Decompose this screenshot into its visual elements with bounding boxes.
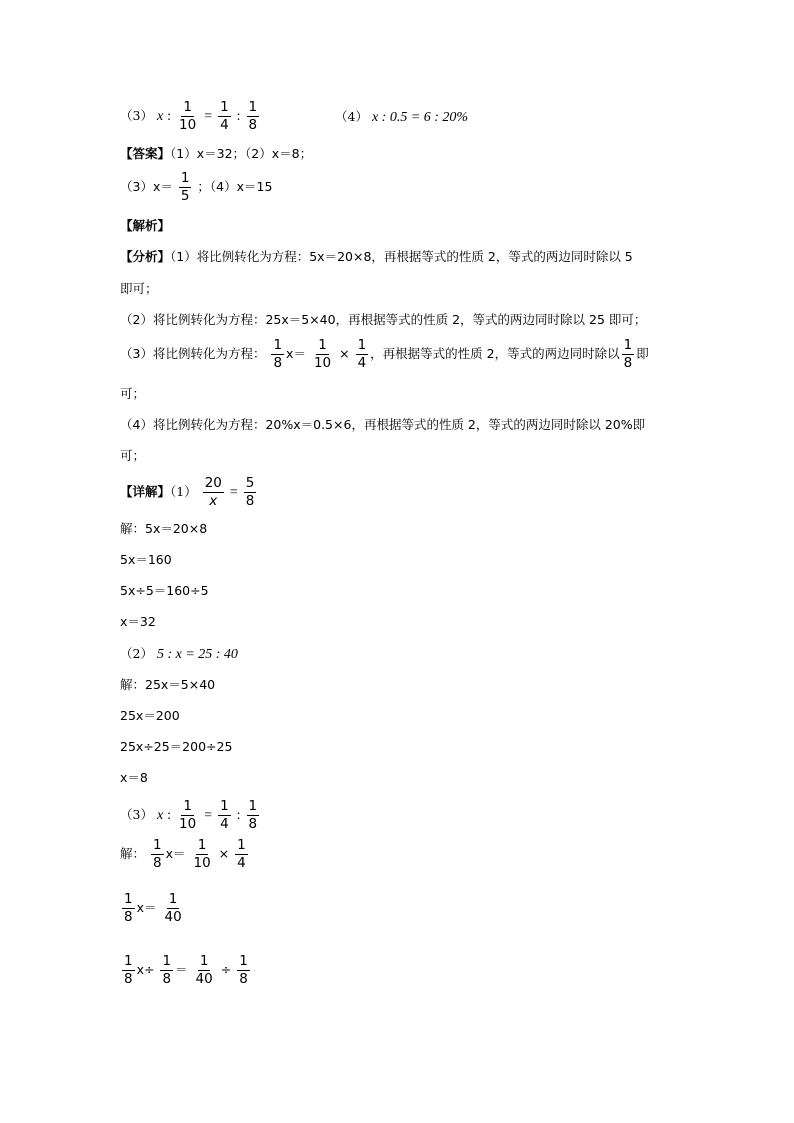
detail-3-s3-frac-4: $\frac{1}{8}$ — [239, 953, 248, 987]
detail-1-label: （1） — [170, 484, 197, 499]
answer-line-2 — [120, 171, 272, 204]
detail-1-step-1: 解：5x＝20×8 — [120, 521, 208, 536]
detail-3-frac-1: $\frac{1}{10}$ — [179, 798, 197, 832]
detail-1-step-2: 5x＝160 — [120, 552, 172, 567]
detail-tag: 【详解】 — [120, 484, 171, 499]
q4-label: （4） — [335, 109, 368, 124]
analysis-tag: 【分析】 — [120, 249, 171, 264]
answer-text-2a: （3）x＝ — [120, 179, 173, 194]
detail-3-s3-frac-3: $\frac{1}{40}$ — [195, 953, 213, 987]
q3-frac-3: $\frac{1}{8}$ — [248, 99, 258, 133]
detail-3-s2-x: x＝ — [136, 900, 157, 915]
detail-2-label: （2） — [120, 646, 153, 661]
detail-3-s2-frac-1: $\frac{1}{8}$ — [124, 891, 133, 925]
analysis-p3-times: × — [339, 346, 350, 361]
detail-1-frac-1: $\frac{20}{x}$ — [204, 475, 222, 509]
q3-frac-2: $\frac{1}{4}$ — [220, 99, 229, 133]
detail-3-s1-frac-3: $\frac{1}{4}$ — [237, 837, 246, 871]
detail-3-heading — [120, 799, 261, 832]
detail-3-label: （3） — [120, 807, 153, 822]
answer-frac: $\frac{1}{5}$ — [180, 170, 190, 204]
question-3 — [120, 100, 261, 133]
analysis-p3-text-c: 即 — [636, 346, 649, 361]
detail-3-s3-frac-2: $\frac{1}{8}$ — [162, 953, 172, 987]
detail-2-step-1: 解：25x＝5×40 — [120, 677, 216, 692]
analysis-p4-cont: 可； — [120, 448, 146, 463]
analysis-p3-frac-3: $\frac{1}{4}$ — [357, 337, 367, 371]
analysis-p1 — [120, 249, 633, 265]
detail-2-step-2: 25x＝200 — [120, 708, 180, 723]
detail-1-step-4: x＝32 — [120, 614, 156, 629]
detail-3-s3-x: x÷ — [136, 962, 155, 977]
analysis-p3-frac-2: $\frac{1}{10}$ — [313, 337, 332, 371]
detail-3-step-3 — [120, 954, 252, 987]
detail-1-step-3: 5x÷5＝160÷5 — [120, 583, 209, 598]
detail-3-s3-frac-1: $\frac{1}{8}$ — [124, 953, 133, 987]
answer-text-1: （1）x＝32；（2）x＝8； — [170, 146, 313, 161]
detail-3-s3-div: ÷ — [220, 962, 232, 977]
detail-1-frac-2: $\frac{5}{8}$ — [245, 475, 255, 509]
analysis-p2: （2）将比例转化为方程：25x＝5×40，再根据等式的性质 2，等式的两边同时除以 25 即可； — [120, 312, 647, 327]
analysis-p3-text-a: （3）将比例转化为方程： — [120, 346, 266, 361]
detail-3-x: x — [156, 808, 164, 823]
answer-text-2b: ；（4）x＝15 — [197, 179, 273, 194]
detail-3-colon-2: : — [236, 808, 241, 823]
detail-3-frac-2: $\frac{1}{4}$ — [220, 798, 229, 832]
analysis-p3-frac-4: $\frac{1}{8}$ — [623, 337, 633, 371]
detail-3-frac-3: $\frac{1}{8}$ — [248, 798, 258, 832]
detail-3-s3-eq: ＝ — [175, 962, 188, 977]
analysis-p3 — [120, 338, 649, 371]
answer-tag: 【答案】 — [120, 146, 171, 161]
detail-3-s1-x: x＝ — [165, 846, 186, 861]
q3-eq: = — [204, 109, 213, 124]
detail-3-eq: = — [204, 808, 213, 823]
detail-3-s1-frac-1: $\frac{1}{8}$ — [153, 837, 162, 871]
q3-colon-2: : — [236, 109, 241, 124]
answer-line-1 — [120, 146, 312, 162]
q3-colon: : — [167, 109, 172, 124]
detail-3-s2-frac-2: $\frac{1}{40}$ — [164, 891, 182, 925]
detail-2-step-3: 25x÷25＝200÷25 — [120, 739, 233, 754]
detail-1-heading — [120, 476, 258, 509]
q3-x: x — [156, 109, 164, 124]
q3-label: （3） — [120, 108, 153, 123]
analysis-p1-cont: 即可； — [120, 281, 158, 296]
detail-2-heading — [120, 646, 238, 663]
detail-3-s1-times: × — [218, 846, 230, 861]
analysis-p4: （4）将比例转化为方程：20%x＝0.5×6，再根据等式的性质 2，等式的两边同时除以 20%即 — [120, 417, 646, 432]
detail-2-expr: 5 : x = 25 : 40 — [156, 647, 238, 662]
detail-3-step-1 — [120, 838, 250, 871]
analysis-p1-text: （1）将比例转化为方程：5x＝20×8，再根据等式的性质 2，等式的两边同时除以 5 — [170, 249, 633, 264]
detail-3-colon: : — [167, 808, 172, 823]
detail-3-step-2 — [120, 892, 186, 925]
analysis-p3-frac-1: $\frac{1}{8}$ — [273, 337, 283, 371]
detail-3-s1-frac-2: $\frac{1}{10}$ — [193, 837, 211, 871]
analysis-p3-x: x＝ — [286, 346, 306, 361]
detail-1-eq: = — [229, 485, 238, 500]
question-4 — [335, 109, 468, 126]
analysis-p3-cont: 可； — [120, 386, 146, 401]
q4-expr: x : 0.5 = 6 : 20% — [371, 110, 469, 125]
analysis-p3-text-b: ，再根据等式的性质 2，等式的两边同时除以 — [370, 346, 620, 361]
detail-3-step-1-prefix: 解： — [120, 846, 146, 861]
q3-frac-1: $\frac{1}{10}$ — [179, 99, 197, 133]
jiexi-heading: 【解析】 — [120, 218, 171, 233]
detail-2-step-4: x＝8 — [120, 770, 148, 785]
